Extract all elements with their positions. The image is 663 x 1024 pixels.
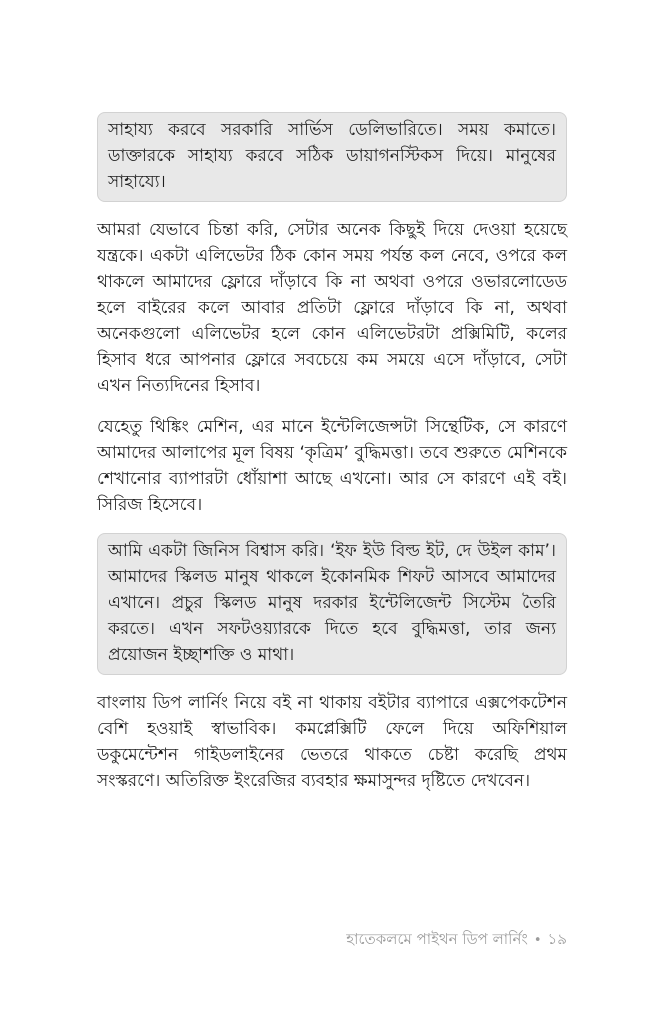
highlight-callout-1	[97, 112, 567, 202]
footer-book-title: হাতেকলমে পাইথন ডিপ লার্নিং	[346, 930, 528, 948]
paragraph-book-expectation: বাংলায় ডিপ লার্নিং নিয়ে বই না থাকায় বইটার ব্যাপারে এক্সপেকটেশন বেশি হওয়াই স্বাভাবিক। কমপ্লেক্সিটি ফেলে দিয়ে অফিশিয়াল ডকুমেন্টেশন গাইডলাইনের ভেতরে থাকতে চেষ্টা করেছি প্রথম সংস্করণে। অতিরিক্ত ইংরেজির ব্যবহার ক্ষমাসুন্দর দৃষ্টিতে দেখবেন।	[97, 693, 567, 791]
page-footer	[346, 928, 567, 952]
callout-1-text: সাহায্য করবে সরকারি সার্ভিস ডেলিভারিতে। সময় কমাতে। ডাক্তারকে সাহায্য করবে সঠিক ডায়াগনস্টিকস দিয়ে। মানুষের সাহায্যে।	[108, 120, 556, 192]
footer-bullet-separator: •	[533, 933, 542, 948]
paragraph-thinking-machine: যেহেতু থিঙ্কিং মেশিন, এর মানে ইন্টেলিজেন্সটা সিন্থেটিক, সে কারণে আমাদের আলাপের মূল বিষয় ‘কৃত্রিম’ বুদ্ধিমত্তা। তবে শুরুতে মেশিনকে শেখানোর ব্যাপারটা ধোঁয়াশা আছে এখনো। আর সে কারণে এই বই। সিরিজ হিসেবে।	[97, 417, 567, 515]
callout-2-text: আমি একটা জিনিস বিশ্বাস করি। ‘ইফ ইউ বিল্ড ইট, দে উইল কাম’। আমাদের স্কিলড মানুষ থাকলে ইকোনমিক শিফট আসবে আমাদের এখানে। প্রচুর স্কিলড মানুষ দরকার ইন্টেলিজেন্ট সিস্টেম তৈরি করতে। এখন সফটওয়্যারকে দিতে হবে বুদ্ধিমত্তা, তার জন্য প্রয়োজন ইচ্ছাশক্তি ও মাথা।	[108, 541, 556, 665]
page-content	[97, 112, 567, 809]
highlight-callout-2	[97, 533, 567, 675]
paragraph-elevator-example: আমরা যেভাবে চিন্তা করি, সেটার অনেক কিছুই দিয়ে দেওয়া হয়েছে যন্ত্রকে। একটা এলিভেটর ঠিক কোন সময় পর্যন্ত কল নেবে, ওপরে কল থাকলে আমাদের ফ্লোরে দাঁড়াবে কি না অথবা ওপরে ওভারলোডেড হলে বাইরের কলে আবার প্রতিটা ফ্লোরে দাঁড়াবে কি না, অথবা অনেকগুলো এলিভেটর হলে কোন এলিভেটরটা প্রক্সিমিটি, কলের হিসাব ধরে আপনার ফ্লোরে সবচেয়ে কম সময়ে এসে দাঁড়াবে, সেটা এখন নিত্যদিনের হিসাব।	[97, 220, 567, 396]
footer-page-number: ১৯	[547, 930, 567, 948]
